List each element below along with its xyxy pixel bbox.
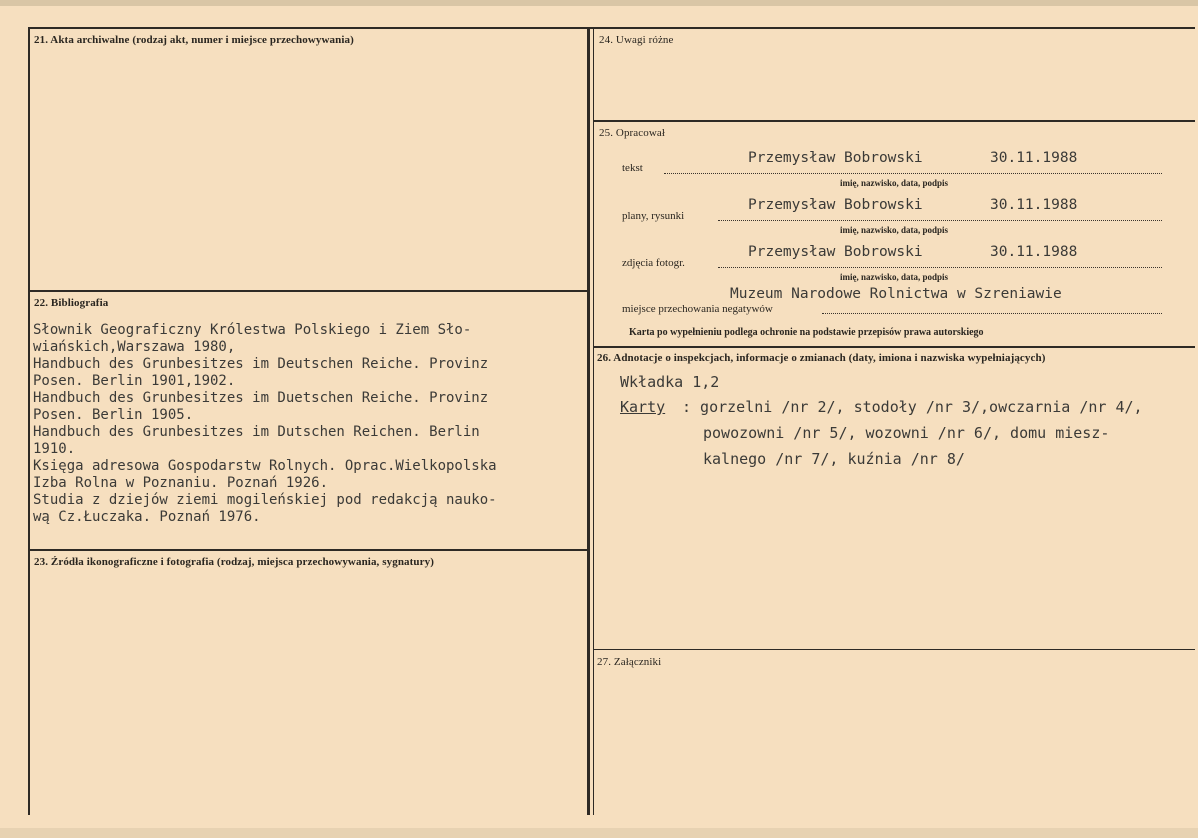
karty-line: : gorzelni /nr 2/, stodoły /nr 3/,owczarnia /nr 4/, bbox=[682, 398, 1143, 416]
copyright-note: Karta po wypełnieniu podlega ochronie na podstawie przepisów prawa autorskiego bbox=[629, 327, 984, 338]
karty-line: powozowni /nr 5/, wozowni /nr 6/, domu miesz- bbox=[703, 424, 1110, 442]
divider-24-25 bbox=[593, 120, 1195, 122]
right-inner-divider bbox=[593, 27, 594, 815]
bibliography-line: wą Cz.Łuczaka. Poznań 1976. bbox=[33, 509, 261, 525]
section-23-label: 23. Źródła ikonograficzne i fotografia (rodzaj, miejsca przechowywania, sygnatury) bbox=[34, 556, 434, 568]
bibliography-line: Posen. Berlin 1901,1902. bbox=[33, 373, 236, 389]
plany-author: Przemysław Bobrowski bbox=[748, 197, 923, 213]
zdjecia-label: zdjęcia fotogr. bbox=[622, 257, 685, 269]
left-border bbox=[28, 27, 30, 815]
bibliography-line: Handbuch des Grunbesitzes im Dutschen Reichen. Berlin bbox=[33, 424, 480, 440]
insert-note: Wkładka 1,2 bbox=[620, 373, 720, 391]
bibliography-line: Izba Rolna w Poznaniu. Poznań 1926. bbox=[33, 475, 329, 491]
bibliography-line: Księga adresowa Gospodarstw Rolnych. Oprac.Wielkopolska bbox=[33, 458, 497, 474]
divider-22-23 bbox=[28, 549, 589, 551]
karty-label: Karty bbox=[620, 398, 666, 416]
bottom-edge bbox=[0, 828, 1198, 838]
center-divider bbox=[587, 27, 590, 815]
bibliography-line: 1910. bbox=[33, 441, 76, 457]
section-22-label: 22. Bibliografia bbox=[34, 297, 109, 309]
bibliography-line: Posen. Berlin 1905. bbox=[33, 407, 194, 423]
bibliography-line: Słownik Geograficzny Królestwa Polskiego i Ziem Sło- bbox=[33, 322, 472, 338]
top-edge bbox=[0, 0, 1198, 6]
top-border bbox=[28, 27, 1195, 29]
divider-26-27 bbox=[593, 649, 1195, 650]
tekst-line bbox=[664, 173, 1162, 174]
section-26-label: 26. Adnotacje o inspekcjach, informacje o zmianach (daty, imiona i nazwiska wypełniających) bbox=[597, 352, 1046, 364]
tekst-author: Przemysław Bobrowski bbox=[748, 150, 923, 166]
negatives-line bbox=[822, 313, 1162, 314]
negatives-label: miejsce przechowania negatywów bbox=[622, 303, 773, 315]
tekst-caption: imię, nazwisko, data, podpis bbox=[840, 178, 949, 188]
plany-line bbox=[718, 220, 1162, 221]
zdjecia-date: 30.11.1988 bbox=[990, 244, 1078, 260]
zdjecia-line bbox=[718, 267, 1162, 268]
tekst-date: 30.11.1988 bbox=[990, 150, 1078, 166]
karty-line: kalnego /nr 7/, kuźnia /nr 8/ bbox=[703, 450, 965, 468]
section-24-label: 24. Uwagi różne bbox=[599, 34, 674, 46]
zdjecia-caption: imię, nazwisko, data, podpis bbox=[840, 272, 949, 282]
negatives-value: Muzeum Narodowe Rolnictwa w Szreniawie bbox=[730, 286, 1062, 302]
bibliography-line: wiańskich,Warszawa 1980, bbox=[33, 339, 236, 355]
bibliography-line: Handbuch des Grunbesitzes im Duetschen Reiche. Provinz bbox=[33, 390, 489, 406]
section-25-label: 25. Opracował bbox=[599, 127, 666, 139]
zdjecia-author: Przemysław Bobrowski bbox=[748, 244, 923, 260]
section-27-label: 27. Załączniki bbox=[597, 656, 662, 668]
tekst-label: tekst bbox=[622, 162, 643, 174]
divider-25-26 bbox=[593, 346, 1195, 348]
plany-date: 30.11.1988 bbox=[990, 197, 1078, 213]
bibliography-line: Studia z dziejów ziemi mogileńskiej pod redakcją nauko- bbox=[33, 492, 497, 508]
divider-21-22 bbox=[28, 290, 589, 292]
section-21-label: 21. Akta archiwalne (rodzaj akt, numer i miejsce przechowywania) bbox=[34, 34, 354, 46]
plany-label: plany, rysunki bbox=[622, 210, 685, 222]
plany-caption: imię, nazwisko, data, podpis bbox=[840, 225, 949, 235]
bibliography-line: Handbuch des Grunbesitzes im Deutschen Reiche. Provinz bbox=[33, 356, 489, 372]
